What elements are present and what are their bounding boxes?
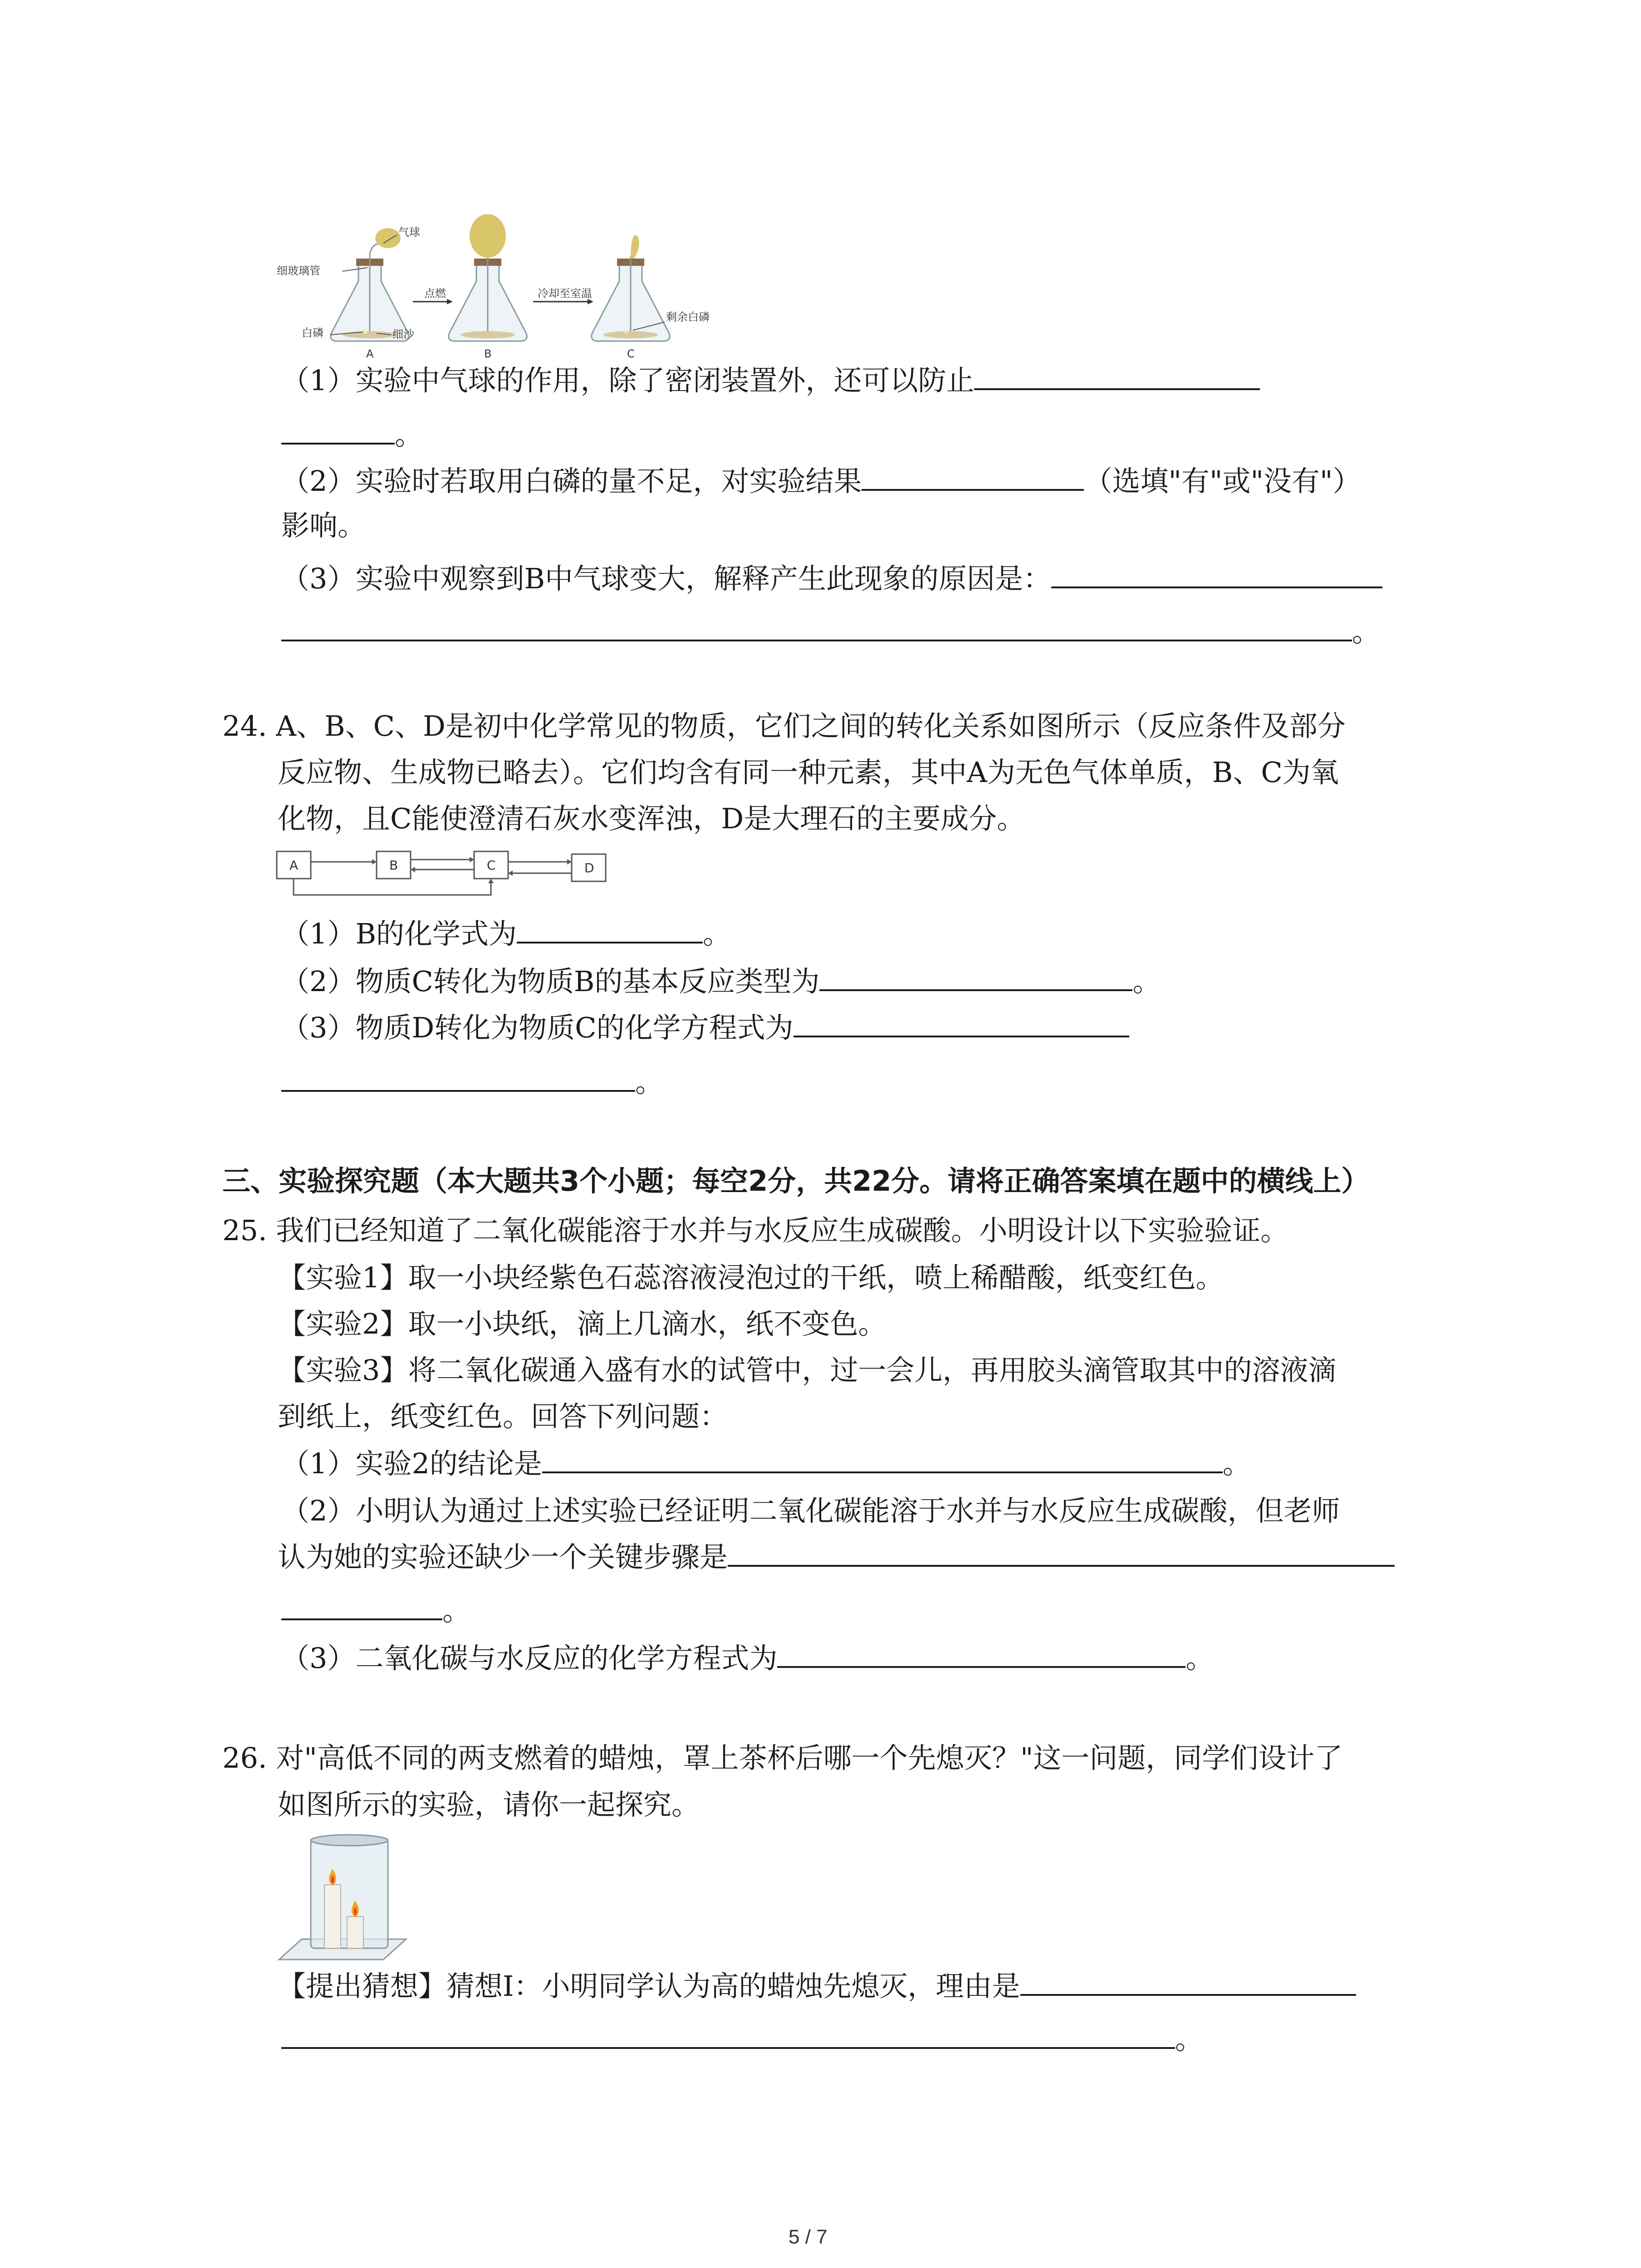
q23-s1-line2: 。 (281, 421, 423, 449)
q24-s2: （2）物质C转化为物质B的基本反应类型为 。 (281, 965, 1161, 998)
q24-s3: （3）物质D转化为物质C的化学方程式为 (281, 1014, 1129, 1042)
label-remaining: 剩余白磷 (666, 311, 710, 323)
label-b: B (484, 347, 492, 360)
q24-line1: 24. A、B、C、D是初中化学常见的物质，它们之间的转化关系如图所示（反应条件及部分 (222, 709, 1346, 743)
q24-s3-line2: 。 (281, 1068, 663, 1096)
label-a: A (366, 347, 374, 360)
q23-s2-line2: 影响。 (281, 509, 366, 542)
q26-blank1a[interactable] (1020, 1989, 1356, 1996)
tall-candle (324, 1885, 341, 1948)
q23-s3-line2: 。 (281, 618, 1380, 646)
label-glass-tube: 细玻璃管 (277, 264, 320, 277)
short-candle (347, 1916, 363, 1948)
label-fine-sand: 细沙 (392, 328, 414, 341)
q25-s1: （1）实验2的结论是 。 (281, 1447, 1251, 1480)
box-a-label: A (289, 858, 299, 873)
q23-s3: （3）实验中观察到B中气球变大，解释产生此现象的原因是： (281, 565, 1382, 593)
flask-c (592, 235, 670, 341)
q25-blank2a[interactable] (728, 1559, 1395, 1567)
q23-blank1b[interactable] (281, 437, 395, 445)
q26-guess: 【提出猜想】猜想I：小明同学认为高的蜡烛先熄灭，理由是 (278, 1972, 1356, 2000)
q25-blank3[interactable] (777, 1661, 1185, 1668)
box-d-label: D (584, 860, 594, 875)
q25-blank2b[interactable] (281, 1613, 442, 1620)
q25-exp3: 【实验3】将二氧化碳通入盛有水的试管中，过一会儿，再用胶头滴管取其中的溶液滴 (278, 1354, 1337, 1387)
box-c-label: C (487, 858, 496, 873)
flask-b (449, 214, 527, 341)
page-number: 5 / 7 (789, 2226, 828, 2248)
q24-s1: （1）B的化学式为 。 (281, 917, 731, 950)
section3-heading: 三、实验探究题（本大题共3个小题；每空2分，共22分。请将正确答案填在题中的横线上） (222, 1164, 1370, 1198)
q24-blank1[interactable] (517, 936, 703, 943)
label-cool: 冷却至室温 (538, 287, 592, 300)
q25-s2-line3: 。 (281, 1597, 470, 1625)
q24-line2: 反应物、生成物已略去）。它们均含有同一种元素，其中A为无色气体单质，B、C为氧 (278, 756, 1339, 789)
label-c: C (627, 347, 635, 360)
q23-blank1a[interactable] (974, 383, 1260, 390)
q26-line2: 如图所示的实验，请你一起探究。 (278, 1788, 700, 1821)
q24-blank3b[interactable] (281, 1085, 635, 1092)
q25-s2: （2）小明认为通过上述实验已经证明二氧化碳能溶于水并与水反应生成碳酸，但老师 (281, 1494, 1340, 1527)
q23-blank3a[interactable] (1051, 581, 1382, 588)
q23-s2: （2）实验时若取用白磷的量不足，对实验结果 （选填"有"或"没有"） (281, 464, 1361, 498)
q25-exp1: 【实验1】取一小块经紫色石蕊溶液浸泡过的干纸，喷上稀醋酸，纸变红色。 (278, 1261, 1224, 1294)
q25-exp3-line2: 到纸上，纸变红色。回答下列问题： (278, 1400, 728, 1433)
q25-exp2: 【实验2】取一小块纸，滴上几滴水，纸不变色。 (278, 1307, 887, 1340)
label-balloon: 气球 (398, 226, 420, 239)
q24-blank3a[interactable] (794, 1030, 1129, 1037)
label-white-phosphorus: 白磷 (302, 327, 323, 339)
q24-line3: 化物，且C能使澄清石灰水变浑浊，D是大理石的主要成分。 (278, 802, 1025, 835)
q25-line1: 25. 我们已经知道了二氧化碳能溶于水并与水反应生成碳酸。小明设计以下实验验证。 (222, 1214, 1289, 1247)
q26-guess-line2: 。 (281, 2025, 1203, 2053)
conversion-diagram (274, 841, 619, 905)
q26-blank1b[interactable] (281, 2042, 1175, 2049)
flask-a (331, 228, 409, 341)
q25-blank1[interactable] (542, 1466, 1223, 1473)
q23-blank2[interactable] (862, 484, 1084, 491)
q24-blank2[interactable] (819, 984, 1132, 991)
q26-line1: 26. 对"高低不同的两支燃着的蜡烛，罩上茶杯后哪一个先熄灭？"这一问题，同学们设计了 (222, 1741, 1343, 1774)
candle-cup-figure (274, 1830, 411, 1966)
q25-s3: （3）二氧化碳与水反应的化学方程式为 。 (281, 1642, 1214, 1675)
phosphorus-experiment-figure (272, 213, 735, 367)
q23-blank3b[interactable] (281, 634, 1352, 641)
label-ignite: 点燃 (424, 287, 446, 300)
box-b-label: B (389, 858, 398, 873)
q25-s2-line2: 认为她的实验还缺少一个关键步骤是 (278, 1543, 1395, 1571)
q23-s1: （1）实验中气球的作用，除了密闭装置外，还可以防止 (281, 367, 1260, 395)
